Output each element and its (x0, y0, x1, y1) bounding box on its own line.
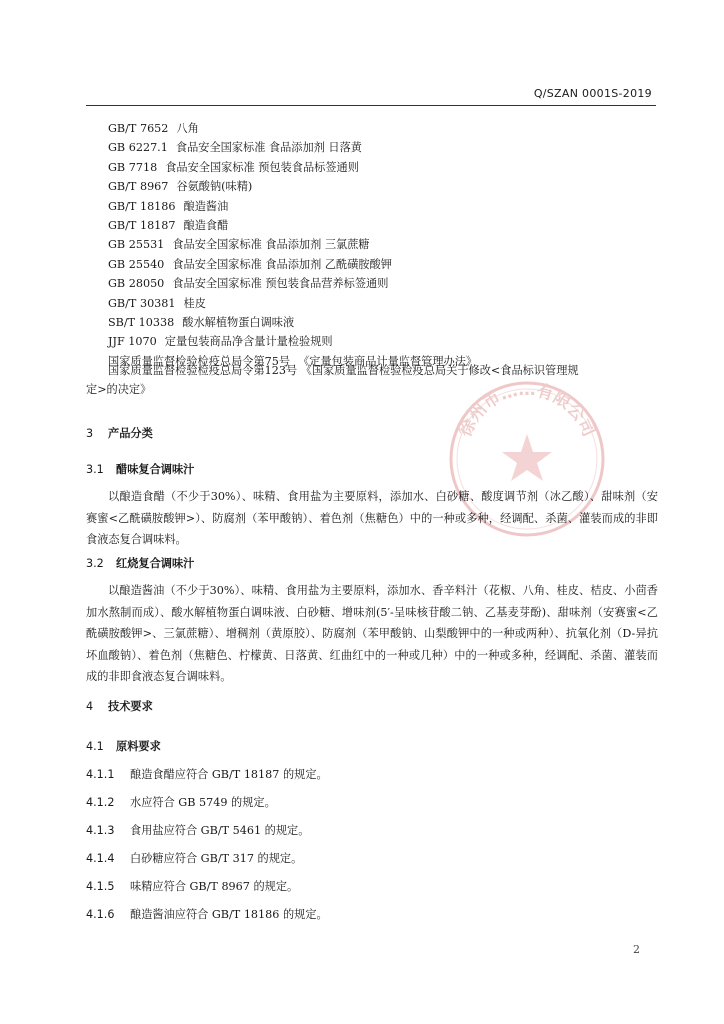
page-number: 2 (633, 943, 640, 956)
reference-code: JJF 1070 (108, 335, 157, 349)
reference-code: GB 25531 (108, 238, 165, 252)
section-3-2-text: 以酿造酱油（不少于30%）、味精、食用盐为主要原料，添加水、香辛料汁（花椒、八角、桂皮、桔皮、小茴香加水熬制而成）、酸水解植物蛋白调味液、白砂糖、增味剂(5′-呈味核苷酸二钠、乙基麦芽酚)、甜味剂（安赛蜜<乙酰磺胺酸钾>、三氯蔗糖）、增稠剂（黄原胶）、防腐剂（苯甲酸钠、山梨酸钾中的一种或两种）、抗氧化剂（D-异抗坏血酸钠）、着色剂（焦糖色、柠檬黄、日落黄、红曲红中的一种或几种）中的一种或多种，经调配、杀菌、灌装而成的非即食液态复合调味料。 (86, 584, 658, 683)
reference-item (108, 158, 668, 177)
reference-code: 国家质量监督检验检疫总局令第75号 (108, 354, 291, 368)
section-number: 4 (86, 700, 94, 713)
section-title: 红烧复合调味汁 (116, 557, 195, 570)
clause-text: 白砂糖应符合 GB/T 317 的规定。 (130, 852, 303, 865)
section-number: 3 (86, 427, 94, 440)
reference-item (108, 294, 668, 313)
clause-number: 4.1.6 (86, 908, 115, 921)
clause-item (86, 850, 302, 866)
clause-item (86, 822, 309, 838)
clause-text: 水应符合 GB 5749 的规定。 (130, 796, 276, 809)
section-number: 4.1 (86, 740, 104, 753)
section-title: 技术要求 (108, 700, 153, 713)
reference-item (108, 274, 668, 293)
reference-code: SB/T 10338 (108, 315, 175, 329)
reference-code: GB/T 18187 (108, 218, 176, 232)
reference-item (108, 177, 668, 196)
reference-item (108, 216, 668, 235)
clause-number: 4.1.4 (86, 852, 115, 865)
section-4-heading (86, 698, 153, 714)
clause-text: 酿造食醋应符合 GB/T 18187 的规定。 (130, 768, 328, 781)
section-3-2-heading (86, 555, 194, 571)
reference-title: 谷氨酸钠(味精) (176, 180, 253, 194)
reference-item (108, 332, 668, 351)
section-title: 产品分类 (108, 427, 153, 440)
reference-title: 定量包装商品净含量计量检验规则 (164, 335, 333, 349)
section-number: 3.2 (86, 557, 104, 570)
reference-code: GB 6227.1 (108, 141, 168, 155)
reference-code: GB/T 30381 (108, 296, 176, 310)
clause-number: 4.1.3 (86, 824, 115, 837)
reference-title: 食品安全国家标准 预包装食品标签通则 (165, 160, 359, 174)
reference-item (108, 138, 668, 157)
clause-number: 4.1.5 (86, 880, 115, 893)
seal-text: 徐州市……有限公司 (455, 380, 599, 440)
section-3-1-text: 以酿造食醋（不少于30%）、味精、食用盐为主要原料，添加水、白砂糖、酸度调节剂（冰乙酸）、甜味剂（安赛蜜<乙酰磺胺酸钾>）、防腐剂（苯甲酸钠）、着色剂（焦糖色）中的一种或多种，经调配、杀菌、灌装而成的非即食液态复合调味料。 (86, 490, 658, 546)
reference-code: GB 25540 (108, 257, 165, 271)
clause-number: 4.1.2 (86, 796, 115, 809)
clause-item (86, 794, 276, 810)
reference-title: 酸水解植物蛋白调味液 (182, 315, 295, 329)
section-title: 醋味复合调味汁 (116, 463, 195, 476)
reference-title: 桂皮 (183, 296, 206, 310)
svg-text:徐州市……有限公司 (454, 380, 598, 440)
clause-text: 味精应符合 GB/T 8967 的规定。 (130, 880, 299, 893)
reference-code: GB/T 18186 (108, 199, 176, 213)
normative-references-list (108, 119, 668, 371)
reference-line: 国家质量监督检验检疫总局令第123号 《国家质量监督检验检疫总局关于修改<食品标识管理规 (108, 364, 579, 377)
clause-text: 食用盐应符合 GB/T 5461 的规定。 (130, 824, 310, 837)
reference-code: GB 28050 (108, 277, 165, 291)
reference-title: 酿造食醋 (183, 218, 229, 232)
reference-title: 《定量包装商品计量监督管理办法》 (298, 354, 478, 368)
reference-item (108, 255, 668, 274)
reference-item (108, 119, 668, 138)
reference-code: GB/T 8967 (108, 180, 169, 194)
reference-item (108, 235, 668, 254)
header-divider (86, 105, 656, 106)
reference-item (108, 197, 668, 216)
reference-title: 八角 (176, 122, 199, 135)
clause-number: 4.1.1 (86, 768, 115, 781)
reference-title: 食品安全国家标准 食品添加剂 日落黄 (175, 141, 362, 155)
standard-code: Q/SZAN 0001S-2019 (533, 87, 652, 100)
section-4-1-heading (86, 738, 161, 754)
reference-title: 食品安全国家标准 预包装食品营养标签通则 (172, 277, 389, 291)
reference-code: GB/T 7652 (108, 122, 169, 135)
section-3-1-heading (86, 461, 194, 477)
clause-text: 酿造酱油应符合 GB/T 18186 的规定。 (130, 908, 328, 921)
reference-title: 食品安全国家标准 食品添加剂 乙酰磺胺酸钾 (172, 257, 392, 271)
clause-item (86, 878, 298, 894)
reference-item (108, 313, 668, 332)
section-number: 3.1 (86, 463, 104, 476)
reference-line: 定>的决定》 (86, 383, 152, 397)
section-title: 原料要求 (116, 740, 161, 753)
reference-title: 食品安全国家标准 食品添加剂 三氯蔗糖 (172, 238, 370, 252)
clause-item (86, 766, 328, 782)
clause-item (86, 906, 328, 922)
reference-code: GB 7718 (108, 160, 158, 174)
reference-title: 酿造酱油 (183, 199, 229, 213)
section-3-heading (86, 425, 153, 441)
